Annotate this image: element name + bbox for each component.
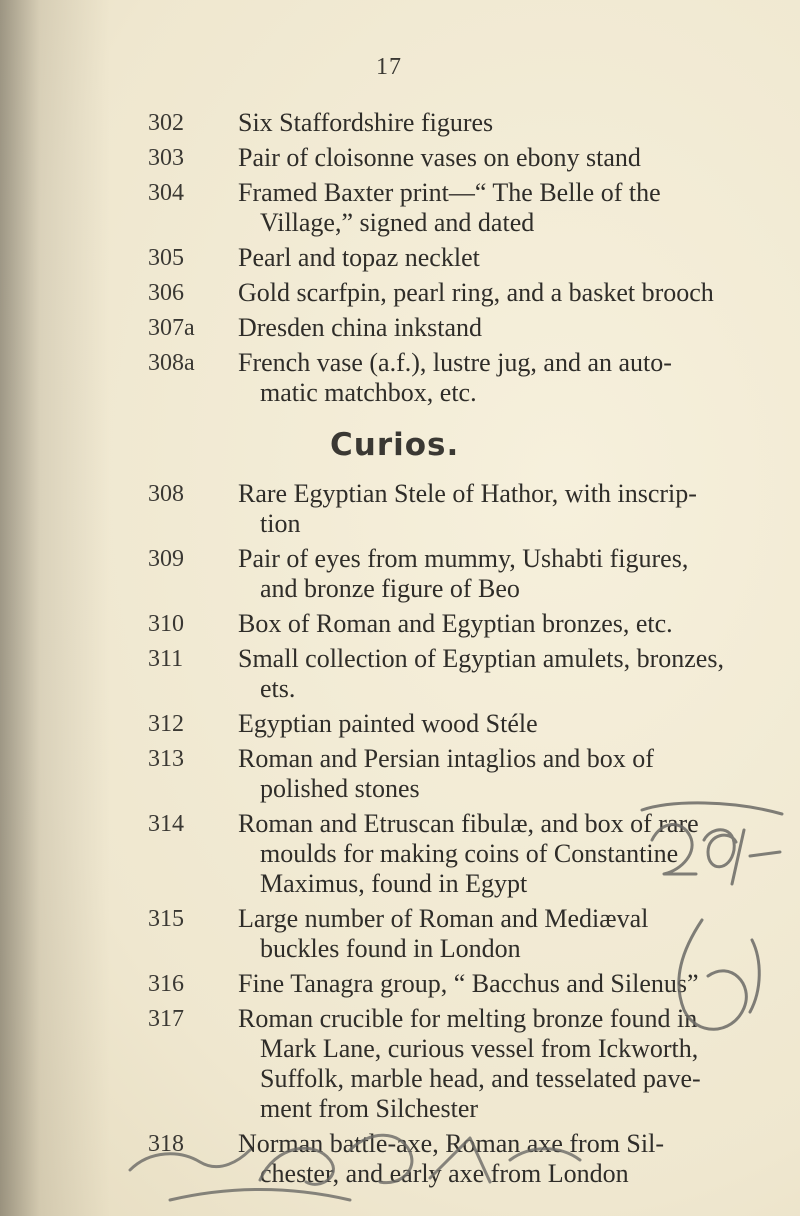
lot-description	[238, 609, 768, 639]
lot-line: polished stones	[260, 774, 420, 803]
lot-line: moulds for making coins of Constantine	[260, 839, 679, 868]
lot-description	[238, 108, 768, 138]
lot-line: Gold scarfpin, pearl ring, and a basket brooch	[238, 278, 714, 307]
lot-number: 307a	[148, 315, 195, 341]
lot-number: 311	[148, 646, 184, 672]
lot-number: 306	[148, 280, 184, 306]
lot-line: Dresden china inkstand	[238, 313, 483, 342]
lot-number: 315	[148, 906, 184, 932]
lot-description	[238, 904, 768, 964]
lot-number: 308a	[148, 350, 195, 376]
lot-line: Box of Roman and Egyptian bronzes, etc.	[238, 609, 673, 638]
lot-number: 304	[148, 180, 184, 206]
lot-number: 314	[148, 811, 184, 837]
lot-line: French vase (a.f.), lustre jug, and an auto-	[238, 348, 672, 377]
lot-line: Egyptian painted wood Stéle	[238, 709, 538, 738]
lot-line: tion	[260, 509, 301, 538]
lot-line: ment from Silchester	[260, 1094, 479, 1123]
lot-number: 309	[148, 546, 184, 572]
page-number: 17	[376, 54, 402, 80]
lot-line: Pair of eyes from mummy, Ushabti figures,	[238, 544, 689, 573]
lot-line: and bronze figure of Beo	[260, 574, 520, 603]
lot-line: Suffolk, marble head, and tesselated pave-	[260, 1064, 701, 1093]
lot-number: 313	[148, 746, 184, 772]
lot-description	[238, 243, 768, 273]
lot-description	[238, 348, 768, 408]
lot-line: chester, and early axe from London	[260, 1159, 629, 1188]
lot-number: 316	[148, 971, 184, 997]
lot-line: Six Staffordshire figures	[238, 108, 494, 137]
lot-description	[238, 644, 768, 704]
lot-line: Large number of Roman and Mediæval	[238, 904, 649, 933]
lot-line: Roman and Persian intaglios and box of	[238, 744, 654, 773]
lot-description	[238, 709, 768, 739]
lot-description	[238, 809, 768, 899]
lot-line: buckles found in London	[260, 934, 521, 963]
lot-line: Fine Tanagra group, “ Bacchus and Silenus”	[238, 969, 699, 998]
lot-number: 310	[148, 611, 184, 637]
lot-description	[238, 744, 768, 804]
lot-description	[238, 278, 768, 308]
lot-number: 303	[148, 145, 184, 171]
lot-line: Pearl and topaz necklet	[238, 243, 480, 272]
lot-line: Mark Lane, curious vessel from Ickworth,	[260, 1034, 699, 1063]
lot-description	[238, 479, 768, 539]
lot-line: Norman battle-axe, Roman axe from Sil-	[238, 1129, 664, 1158]
lot-line: Roman crucible for melting bronze found in	[238, 1004, 698, 1033]
lot-line: Village,” signed and dated	[260, 208, 535, 237]
lot-number: 302	[148, 110, 184, 136]
lot-description	[238, 1129, 768, 1189]
lot-line: Pair of cloisonne vases on ebony stand	[238, 143, 641, 172]
lot-line: Framed Baxter print—“ The Belle of the	[238, 178, 661, 207]
lot-number: 312	[148, 711, 184, 737]
lot-description	[238, 1004, 768, 1124]
lot-description	[238, 313, 768, 343]
lot-description	[238, 178, 768, 238]
lot-line: Roman and Etruscan fibulæ, and box of rare	[238, 809, 699, 838]
lot-line: Rare Egyptian Stele of Hathor, with inscrip-	[238, 479, 697, 508]
section-title: Curios.	[330, 427, 460, 463]
lot-number: 318	[148, 1131, 184, 1157]
lot-line: Maximus, found in Egypt	[260, 869, 528, 898]
lot-description	[238, 969, 768, 999]
lot-number: 317	[148, 1006, 184, 1032]
lot-description	[238, 143, 768, 173]
lot-line: ets.	[260, 674, 296, 703]
lot-number: 305	[148, 245, 184, 271]
lot-line: Small collection of Egyptian amulets, bronzes,	[238, 644, 724, 673]
lot-description	[238, 544, 768, 604]
lot-number: 308	[148, 481, 184, 507]
lot-line: matic matchbox, etc.	[260, 378, 477, 407]
